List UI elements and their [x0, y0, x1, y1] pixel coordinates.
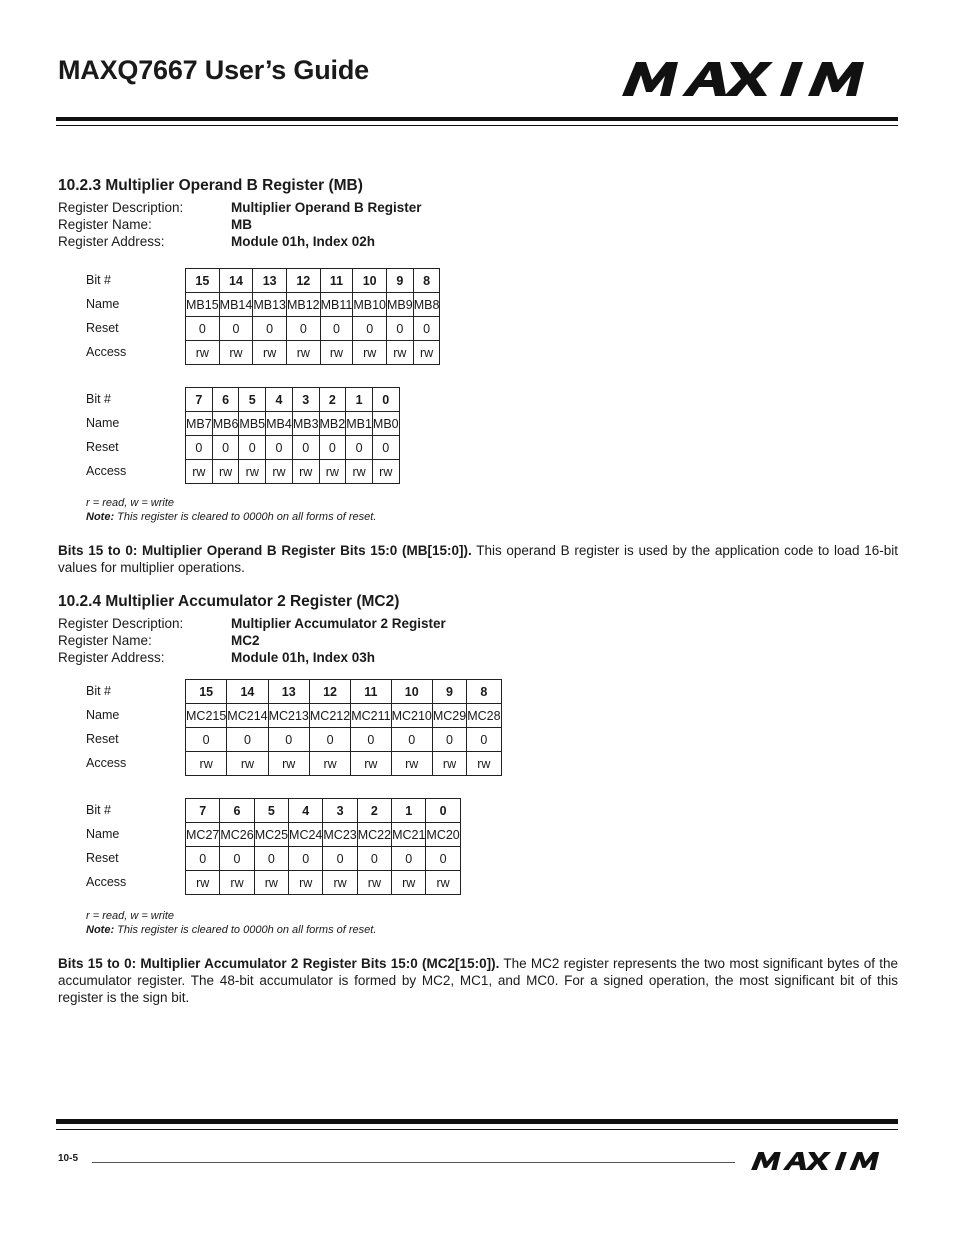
section-title-mc2: 10.2.4 Multiplier Accumulator 2 Register (MC2) [58, 593, 400, 610]
bit-number-cell: 15 [186, 680, 227, 704]
bit-number-cell: 13 [253, 269, 287, 293]
reset-value-cell: 0 [220, 847, 254, 871]
access-cell: rw [353, 341, 387, 365]
footer-rule-thick [56, 1119, 898, 1124]
bit-name-cell: MC214 [227, 704, 268, 728]
note-label: Note: [86, 924, 115, 936]
row-labels [86, 387, 186, 483]
meta-value: Module 01h, Index 02h [231, 234, 376, 249]
reset-value-cell: 0 [387, 317, 414, 341]
bit-name-cell: MB6 [212, 412, 239, 436]
bit-name-cell: MC22 [357, 823, 391, 847]
access-cell: rw [254, 871, 288, 895]
table-row [186, 847, 461, 871]
row-label: Name [86, 416, 120, 430]
maxim-logo [622, 62, 890, 96]
access-cell: rw [372, 460, 399, 484]
bit-number-cell: 1 [392, 799, 426, 823]
note-text: This register is cleared to 0000h on all forms of reset. [114, 924, 377, 936]
bit-number-cell: 14 [227, 680, 268, 704]
bit-number-cell: 1 [346, 388, 373, 412]
reset-value-cell: 0 [413, 317, 440, 341]
row-label: Name [86, 297, 120, 311]
row-labels [86, 268, 186, 364]
reset-value-cell: 0 [391, 728, 432, 752]
meta-value: MC2 [231, 633, 260, 648]
bit-number-cell: 9 [387, 269, 414, 293]
table-row [186, 871, 461, 895]
bit-name-cell: MC20 [426, 823, 460, 847]
footer-divider [92, 1162, 735, 1163]
meta-value: MB [231, 217, 252, 232]
bit-name-cell: MB11 [320, 293, 353, 317]
reset-value-cell: 0 [186, 436, 213, 460]
bit-name-cell: MB2 [319, 412, 346, 436]
meta-value: Multiplier Accumulator 2 Register [231, 616, 446, 631]
meta-label: Register Address: [58, 650, 165, 665]
reset-value-cell: 0 [372, 436, 399, 460]
section-title-mb: 10.2.3 Multiplier Operand B Register (MB) [58, 177, 363, 194]
reset-value-cell: 0 [319, 436, 346, 460]
reset-value-cell: 0 [323, 847, 357, 871]
bit-name-cell: MC211 [351, 704, 391, 728]
reset-value-cell: 0 [426, 847, 460, 871]
access-cell: rw [239, 460, 266, 484]
bit-number-cell: 12 [309, 680, 350, 704]
row-label: Reset [86, 321, 119, 335]
bit-number-cell: 14 [219, 269, 253, 293]
reset-value-cell: 0 [254, 847, 288, 871]
table-row [186, 460, 400, 484]
note-label: Note: [86, 511, 115, 523]
access-cell: rw [323, 871, 357, 895]
access-cell: rw [286, 341, 320, 365]
bit-number-cell: 3 [292, 388, 319, 412]
row-label: Bit # [86, 273, 112, 287]
table-row [186, 823, 461, 847]
description-text: The MC2 register represents the two most significant bytes of the accumulator register. The 48-bit accumulator is formed by MC2, MC1, and MC0. For a signed operation, the most significant bit of this register is the sign bit. [58, 956, 899, 1005]
row-label: Bit # [86, 803, 112, 817]
register-meta-mc2 [58, 615, 446, 666]
bit-number-cell: 5 [254, 799, 288, 823]
bit-name-cell: MC215 [186, 704, 227, 728]
access-cell: rw [186, 752, 227, 776]
access-cell: rw [357, 871, 391, 895]
access-cell: rw [320, 341, 353, 365]
meta-label: Register Name: [58, 217, 152, 232]
access-cell: rw [292, 460, 319, 484]
meta-value: Module 01h, Index 03h [231, 650, 376, 665]
bit-name-cell: MC26 [220, 823, 254, 847]
row-label: Reset [86, 440, 119, 454]
reset-value-cell: 0 [266, 436, 293, 460]
bit-number-cell: 13 [268, 680, 309, 704]
reset-value-cell: 0 [346, 436, 373, 460]
bit-name-cell: MB12 [286, 293, 320, 317]
reset-value-cell: 0 [186, 847, 220, 871]
reset-value-cell: 0 [467, 728, 501, 752]
bit-number-cell: 8 [467, 680, 501, 704]
bit-name-cell: MC23 [323, 823, 357, 847]
access-cell: rw [253, 341, 287, 365]
note-text: This register is cleared to 0000h on all forms of reset. [114, 511, 377, 523]
row-labels [86, 798, 186, 894]
bit-number-cell: 6 [220, 799, 254, 823]
access-cell: rw [309, 752, 350, 776]
reset-value-cell: 0 [286, 317, 320, 341]
legend-text: r = read, w = write [86, 910, 175, 922]
row-label: Access [86, 345, 127, 359]
description-bold: Bits 15 to 0: Multiplier Operand B Register Bits 15:0 (MB[15:0]). [58, 543, 472, 558]
bit-number-cell: 5 [239, 388, 266, 412]
document-title: MAXQ7667 User’s Guide [58, 55, 369, 85]
register-meta-mb [58, 199, 422, 250]
reset-value-cell: 0 [186, 317, 220, 341]
table-row [186, 799, 461, 823]
row-label: Name [86, 708, 120, 722]
bit-name-cell: MC27 [186, 823, 220, 847]
reset-value-cell: 0 [289, 847, 323, 871]
bit-number-cell: 7 [186, 388, 213, 412]
footnote-mb [86, 496, 376, 524]
bit-number-cell: 10 [353, 269, 387, 293]
legend-text: r = read, w = write [86, 497, 175, 509]
row-label: Reset [86, 732, 119, 746]
row-label: Access [86, 875, 127, 889]
row-label: Bit # [86, 392, 112, 406]
access-cell: rw [413, 341, 440, 365]
access-cell: rw [266, 460, 293, 484]
bit-name-cell: MC210 [391, 704, 432, 728]
access-cell: rw [289, 871, 323, 895]
access-cell: rw [387, 341, 414, 365]
bit-name-cell: MB13 [253, 293, 287, 317]
bit-name-cell: MC21 [392, 823, 426, 847]
access-cell: rw [351, 752, 391, 776]
bit-number-cell: 0 [426, 799, 460, 823]
access-cell: rw [426, 871, 460, 895]
reset-value-cell: 0 [186, 728, 227, 752]
bit-name-cell: MB15 [186, 293, 220, 317]
bit-number-cell: 2 [319, 388, 346, 412]
bit-number-cell: 3 [323, 799, 357, 823]
description-mb [58, 542, 898, 576]
description-bold: Bits 15 to 0: Multiplier Accumulator 2 Register Bits 15:0 (MC2[15:0]). [58, 956, 500, 971]
reset-value-cell: 0 [219, 317, 253, 341]
bit-number-cell: 7 [186, 799, 220, 823]
meta-label: Register Name: [58, 633, 152, 648]
reset-value-cell: 0 [432, 728, 466, 752]
bit-number-cell: 4 [289, 799, 323, 823]
bit-name-cell: MB10 [353, 293, 387, 317]
footer-rule-thin [56, 1129, 898, 1130]
table-row [186, 293, 440, 317]
access-cell: rw [186, 341, 220, 365]
access-cell: rw [186, 460, 213, 484]
page-number: 10-5 [58, 1153, 79, 1164]
header-rule-thick [56, 117, 898, 121]
row-label: Name [86, 827, 120, 841]
reset-value-cell: 0 [353, 317, 387, 341]
bit-table [185, 387, 400, 484]
meta-label: Register Description: [58, 616, 184, 631]
description-text: This operand B register is used by the application code to load 16-bit values for multiplier operations. [58, 543, 898, 575]
access-cell: rw [432, 752, 466, 776]
bit-name-cell: MB14 [219, 293, 253, 317]
meta-label: Register Address: [58, 234, 165, 249]
bit-number-cell: 2 [357, 799, 391, 823]
table-row [186, 412, 400, 436]
row-label: Access [86, 464, 127, 478]
row-label: Access [86, 756, 127, 770]
footer-maxim-logo [750, 1152, 894, 1170]
bit-number-cell: 8 [413, 269, 440, 293]
table-row [186, 752, 502, 776]
access-cell: rw [346, 460, 373, 484]
reset-value-cell: 0 [320, 317, 353, 341]
table-row [186, 680, 502, 704]
reset-value-cell: 0 [268, 728, 309, 752]
table-row [186, 269, 440, 293]
access-cell: rw [219, 341, 253, 365]
access-cell: rw [391, 752, 432, 776]
bit-name-cell: MB5 [239, 412, 266, 436]
table-row [186, 388, 400, 412]
reset-value-cell: 0 [309, 728, 350, 752]
table-row [186, 704, 502, 728]
reset-value-cell: 0 [253, 317, 287, 341]
access-cell: rw [392, 871, 426, 895]
reset-value-cell: 0 [392, 847, 426, 871]
bit-name-cell: MB9 [387, 293, 414, 317]
bit-name-cell: MB8 [413, 293, 440, 317]
bit-name-cell: MB7 [186, 412, 213, 436]
access-cell: rw [319, 460, 346, 484]
bit-table [185, 679, 502, 776]
reset-value-cell: 0 [357, 847, 391, 871]
table-row [186, 728, 502, 752]
access-cell: rw [212, 460, 239, 484]
reset-value-cell: 0 [227, 728, 268, 752]
meta-label: Register Description: [58, 200, 184, 215]
access-cell: rw [220, 871, 254, 895]
description-mc2 [58, 955, 898, 1006]
bit-name-cell: MC213 [268, 704, 309, 728]
bit-number-cell: 11 [320, 269, 353, 293]
bit-name-cell: MB1 [346, 412, 373, 436]
meta-value: Multiplier Operand B Register [231, 200, 422, 215]
bit-number-cell: 12 [286, 269, 320, 293]
access-cell: rw [186, 871, 220, 895]
bit-number-cell: 6 [212, 388, 239, 412]
bit-number-cell: 0 [372, 388, 399, 412]
table-row [186, 436, 400, 460]
bit-name-cell: MC24 [289, 823, 323, 847]
bit-name-cell: MB4 [266, 412, 293, 436]
bit-name-cell: MB3 [292, 412, 319, 436]
bit-name-cell: MC25 [254, 823, 288, 847]
bit-number-cell: 11 [351, 680, 391, 704]
bit-name-cell: MC28 [467, 704, 501, 728]
bit-table [185, 268, 440, 365]
access-cell: rw [467, 752, 501, 776]
bit-number-cell: 15 [186, 269, 220, 293]
table-row [186, 317, 440, 341]
bit-number-cell: 4 [266, 388, 293, 412]
reset-value-cell: 0 [292, 436, 319, 460]
bit-name-cell: MC29 [432, 704, 466, 728]
header-rule-thin [56, 125, 898, 126]
access-cell: rw [227, 752, 268, 776]
bit-number-cell: 9 [432, 680, 466, 704]
row-label: Bit # [86, 684, 112, 698]
footnote-mc2 [86, 909, 376, 937]
reset-value-cell: 0 [239, 436, 266, 460]
access-cell: rw [268, 752, 309, 776]
bit-table [185, 798, 461, 895]
bit-name-cell: MB0 [372, 412, 399, 436]
row-label: Reset [86, 851, 119, 865]
bit-number-cell: 10 [391, 680, 432, 704]
bit-name-cell: MC212 [309, 704, 350, 728]
row-labels [86, 679, 186, 775]
reset-value-cell: 0 [212, 436, 239, 460]
table-row [186, 341, 440, 365]
reset-value-cell: 0 [351, 728, 391, 752]
